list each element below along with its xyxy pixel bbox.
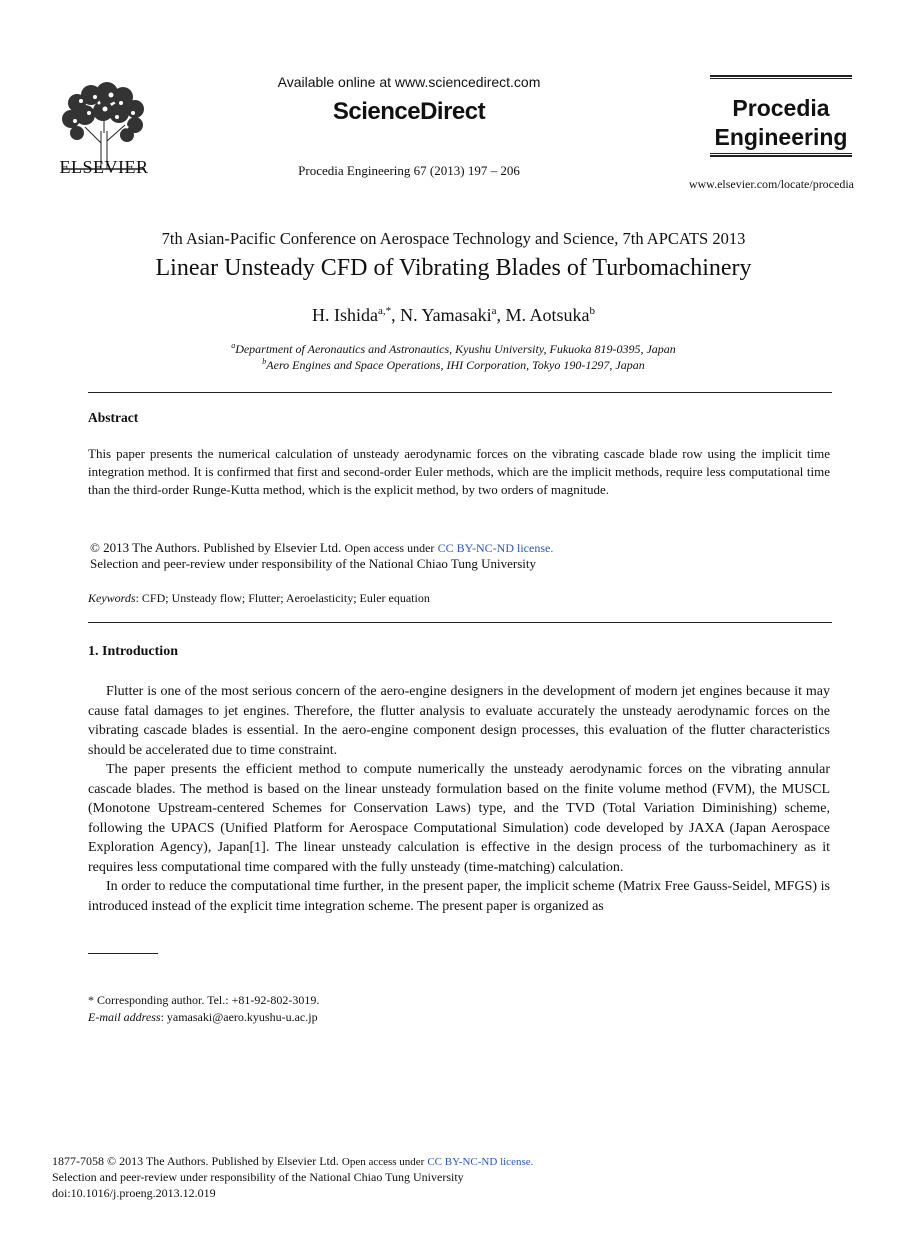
available-online-text: Available online at www.sciencedirect.com xyxy=(277,74,541,90)
conference-name: 7th Asian-Pacific Conference on Aerospace Technology and Science, 7th APCATS 2013 xyxy=(161,229,746,248)
footer-peer-review: Selection and peer-review under responsibility of the National Chiao Tung University xyxy=(52,1170,464,1184)
elsevier-wordmark: ELSEVIER xyxy=(59,157,149,177)
affiliation-mark: a xyxy=(231,341,236,350)
license-link[interactable]: CC BY-NC-ND license. xyxy=(437,541,554,555)
footer-copyright xyxy=(52,1154,533,1169)
email-label: E-mail address xyxy=(88,1010,161,1024)
journal-title-line1: Procedia xyxy=(732,95,830,121)
author-name: M. Aotsuka xyxy=(505,305,590,325)
abstract-text: This paper presents the numerical calculation of unsteady aerodynamic forces on the vibrating cascade blade row using the implicit time integration method. It is confirmed that first and second-order Euler methods, which are the implicit methods, require less computational time than the third-order Runge-Kutta method, which is the explicit method, by two orders of magnitude. xyxy=(88,446,830,497)
open-access-text: Open access under xyxy=(341,1156,425,1168)
affiliation-a xyxy=(0,341,907,357)
email-note xyxy=(88,1010,318,1025)
paper-title: Linear Unsteady CFD of Vibrating Blades of Turbomachinery xyxy=(155,255,752,281)
corresponding-author-note: * Corresponding author. Tel.: +81-92-802-3019. xyxy=(88,993,320,1007)
copyright-text: © 2013 The Authors. Published by Elsevier Ltd. xyxy=(90,540,342,555)
journal-title-line2: Engineering xyxy=(714,124,848,150)
author-affil-mark: a,* xyxy=(377,305,392,317)
author-name: H. Ishida xyxy=(311,305,378,325)
author-list: H. Ishida$^{a,*}$, N. Yamasaki$^a$, M. Aotsuka$^b$ xyxy=(311,305,596,325)
journal-title xyxy=(710,94,852,152)
affiliation-text: Department of Aeronautics and Astronautics, Kyushu University, Fukuoka 819-0395, Japan xyxy=(235,342,676,356)
paragraph: Flutter is one of the most serious concern of the aero-engine designers in the development of modern jet engines because it may cause fatal damages to jet engines. Therefore, the flutter analysis to evaluate accurately the unsteady aerodynamic forces on the vibrating cascade blades is essential. In the aero-engine component design processes, this evaluation of the flutter characteristics should be accelerated due to time constraint. xyxy=(88,684,830,758)
author-affil-mark: a xyxy=(491,305,497,317)
footnote-rule xyxy=(88,953,158,954)
abstract-copyright xyxy=(90,540,553,556)
journal-citation: Procedia Engineering 67 (2013) 197 – 206 xyxy=(298,163,520,178)
sciencedirect-brand: ScienceDirect xyxy=(332,98,486,125)
affiliation-mark: b xyxy=(262,357,267,366)
keywords-text: : CFD; Unsteady flow; Flutter; Aeroelasticity; Euler equation xyxy=(135,591,430,605)
paragraph: In order to reduce the computational time further, in the present paper, the implicit scheme (Matrix Free Gauss-Seidel, MFGS) is introduced instead of the explicit time integration scheme. The present paper is organized as xyxy=(88,879,830,914)
issn-copyright-text: 1877-7058 © 2013 The Authors. Published by Elsevier Ltd. xyxy=(52,1154,339,1168)
author-affil-mark: b xyxy=(589,305,596,317)
affiliation-b xyxy=(0,357,907,373)
keywords-line xyxy=(88,591,430,606)
keywords-label: Keywords xyxy=(88,591,136,605)
introduction-heading: 1. Introduction xyxy=(88,644,178,659)
paragraph: The paper presents the efficient method to compute numerically the unsteady aerodynamic forces on the vibrating annular cascade blades. The method is based on the linear unsteady formulation based on the finite volume method (FVM), the MUSCL (Monotone Upstream-centered Schemes for Conservation Laws) type, and the TVD (Total Variation Diminishing) scheme, following the UPACS (Unified Platform for Aerospace Computational Simulation) code developed by JAXA (Japan Aerospace Exploration Agency), Japan[1]. The linear unsteady calculation is effective in the design process of the turbomachinery as it requires less computational time compared with the fully unsteady (time-matching) calculation. xyxy=(88,762,830,875)
open-access-text: Open access under xyxy=(344,541,435,555)
journal-url[interactable]: www.elsevier.com/locate/procedia xyxy=(688,177,854,191)
journal-title-rule-top xyxy=(710,75,852,79)
author-name: N. Yamasaki xyxy=(400,305,492,325)
section-divider xyxy=(88,622,832,623)
section-divider xyxy=(88,392,832,393)
affiliation-text: Aero Engines and Space Operations, IHI Corporation, Tokyo 190-1297, Japan xyxy=(266,358,645,372)
abstract-heading: Abstract xyxy=(88,410,139,425)
introduction-body xyxy=(88,682,830,916)
license-link[interactable]: CC BY-NC-ND license. xyxy=(427,1156,534,1168)
doi-link[interactable]: doi:10.1016/j.proeng.2013.12.019 xyxy=(52,1186,216,1200)
peer-review-statement: Selection and peer-review under responsibility of the National Chiao Tung University xyxy=(90,556,536,571)
email-address[interactable]: : yamasaki@aero.kyushu-u.ac.jp xyxy=(160,1010,318,1024)
journal-title-rule-bottom xyxy=(710,153,852,157)
